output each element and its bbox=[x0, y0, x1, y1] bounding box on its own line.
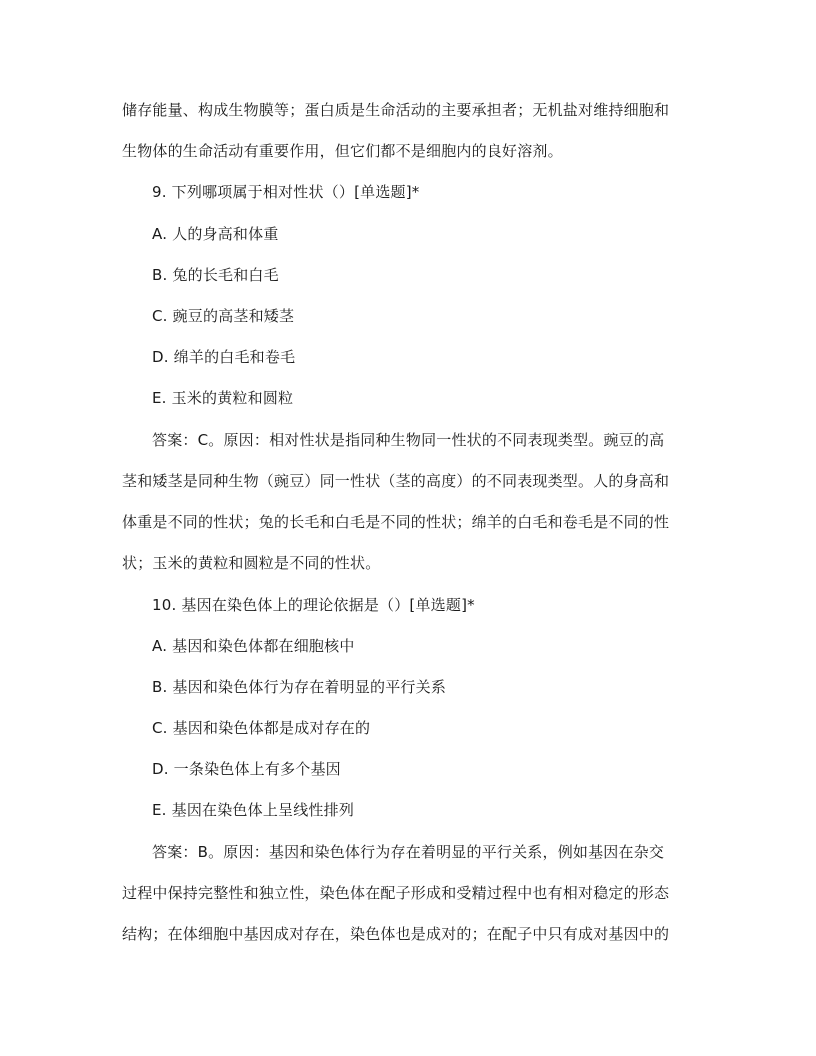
question-9-option-e: E. 玉米的黄粒和圆粒 bbox=[152, 389, 294, 407]
question-10-option-b: B. 基因和染色体行为存在着明显的平行关系 bbox=[152, 678, 447, 696]
question-9-title: 9. 下列哪项属于相对性状（）[单选题]* bbox=[152, 183, 420, 201]
question-10-title: 10. 基因在染色体上的理论依据是（）[单选题]* bbox=[152, 596, 475, 614]
question-10-option-d: D. 一条染色体上有多个基因 bbox=[152, 760, 341, 778]
question-10-option-a: A. 基因和染色体都在细胞核中 bbox=[152, 637, 355, 655]
question-10-option-c: C. 基因和染色体都是成对存在的 bbox=[152, 719, 371, 737]
answer-9-line-1: 答案：C。原因：相对性状是指同种生物同一性状的不同表现类型。豌豆的高 bbox=[152, 431, 665, 449]
answer-9-line-3: 体重是不同的性状；兔的长毛和白毛是不同的性状；绵羊的白毛和卷毛是不同的性 bbox=[122, 513, 670, 531]
question-9-option-d: D. 绵羊的白毛和卷毛 bbox=[152, 348, 296, 366]
paragraph-line-1: 储存能量、构成生物膜等；蛋白质是生命活动的主要承担者；无机盐对维持细胞和 bbox=[122, 101, 670, 119]
paragraph-line-2: 生物体的生命活动有重要作用，但它们都不是细胞内的良好溶剂。 bbox=[122, 142, 563, 160]
answer-10-line-2: 过程中保持完整性和独立性，染色体在配子形成和受精过程中也有相对稳定的形态 bbox=[122, 884, 670, 902]
answer-9-line-4: 状；玉米的黄粒和圆粒是不同的性状。 bbox=[122, 554, 381, 572]
answer-10-line-3: 结构；在体细胞中基因成对存在，染色体也是成对的；在配子中只有成对基因中的 bbox=[122, 925, 670, 943]
question-10-option-e: E. 基因在染色体上呈线性排列 bbox=[152, 801, 355, 819]
question-9-option-b: B. 兔的长毛和白毛 bbox=[152, 266, 279, 284]
answer-9-line-2: 茎和矮茎是同种生物（豌豆）同一性状（茎的高度）的不同表现类型。人的身高和 bbox=[122, 472, 670, 490]
question-9-option-c: C. 豌豆的高茎和矮茎 bbox=[152, 307, 295, 325]
answer-10-line-1: 答案：B。原因：基因和染色体行为存在着明显的平行关系，例如基因在杂交 bbox=[152, 843, 665, 861]
question-9-option-a: A. 人的身高和体重 bbox=[152, 225, 279, 243]
